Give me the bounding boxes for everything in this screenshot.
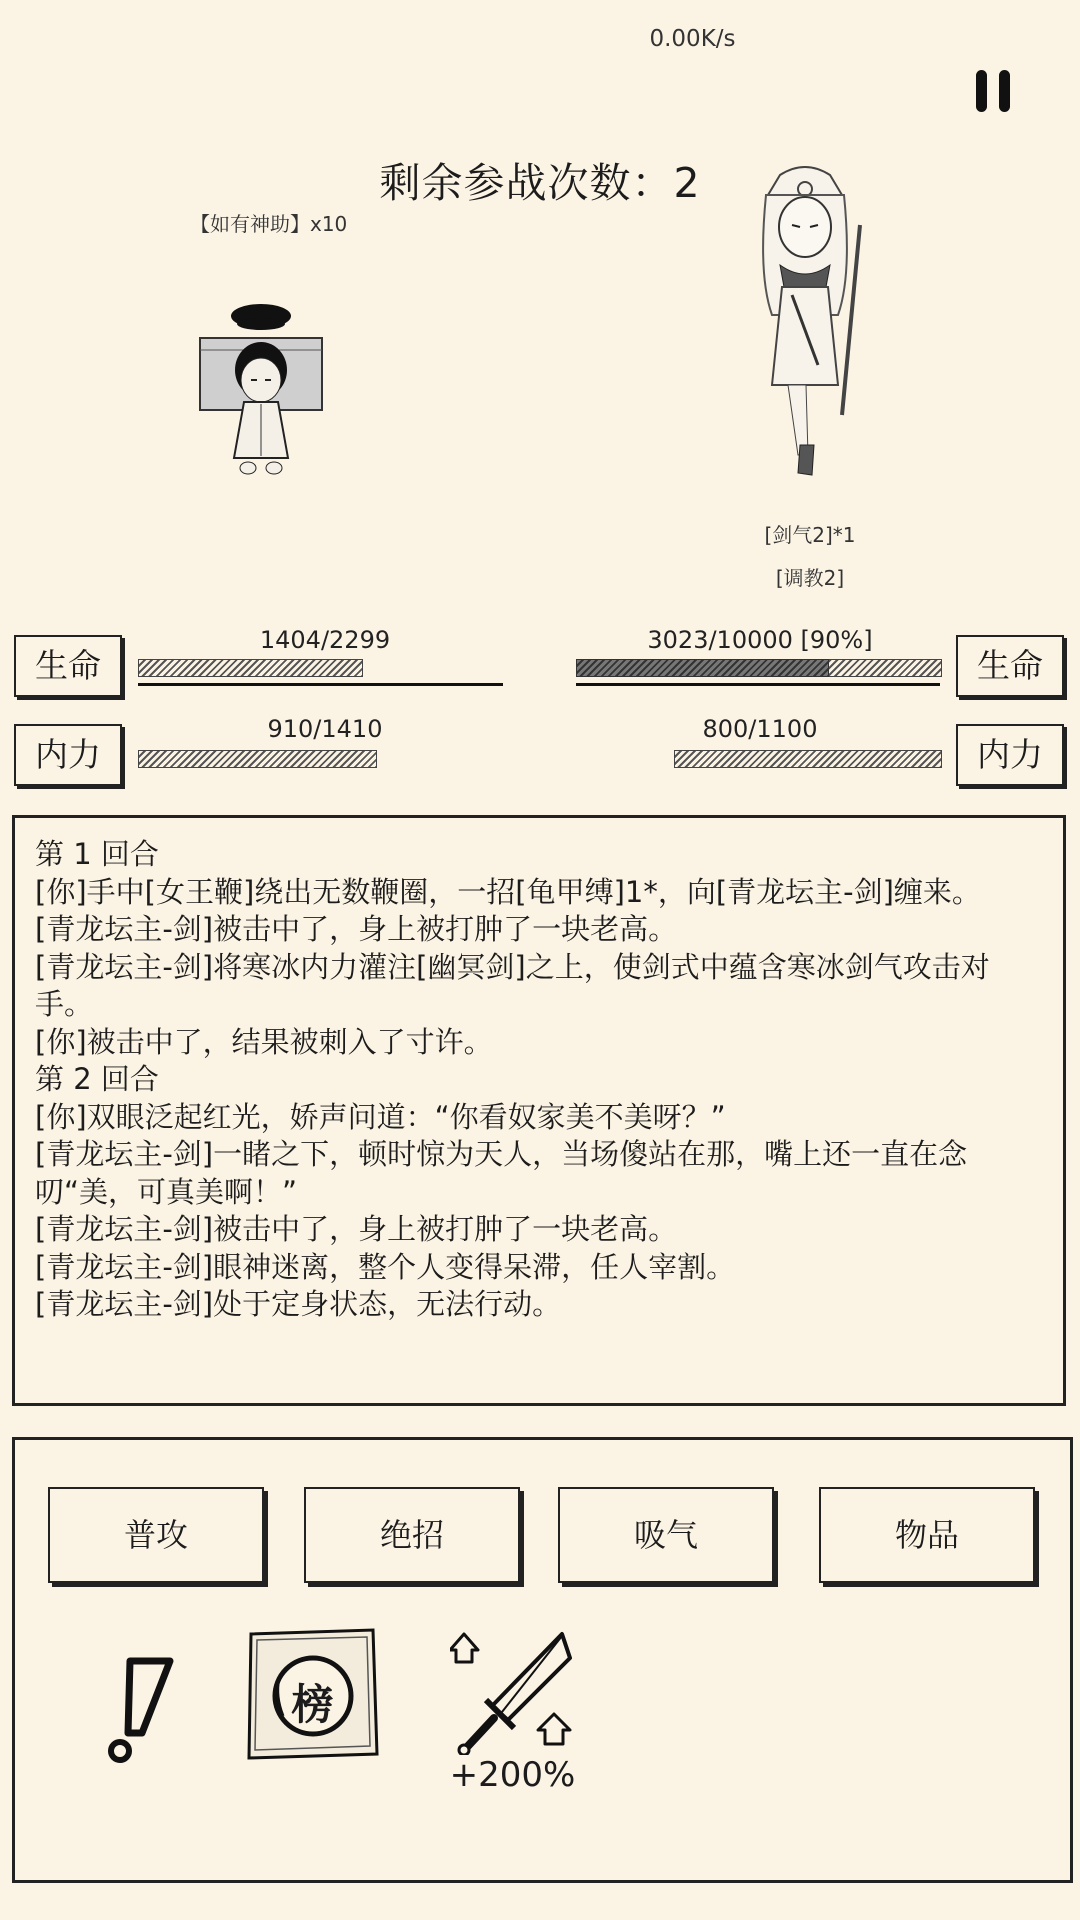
log-line: [青龙坛主-剑]被击中了，身上被打肿了一块老高。 xyxy=(35,912,678,946)
log-line: [青龙坛主-剑]处于定身状态，无法行动。 xyxy=(35,1287,562,1321)
player-hp-value: 1404/2299 xyxy=(259,626,391,654)
remaining-battles-title: 剩余参战次数：2 xyxy=(379,159,701,207)
ultimate-button[interactable]: 绝招 xyxy=(304,1487,520,1583)
player-mp-value: 910/1410 xyxy=(267,715,383,743)
normal-attack-button[interactable]: 普攻 xyxy=(48,1487,264,1583)
player-mp-label: 内力 xyxy=(14,724,122,786)
exclamation-icon[interactable] xyxy=(100,1655,180,1765)
enemy-hp-value: 3023/10000 [90%] xyxy=(647,626,873,654)
weapon-bonus: +200% xyxy=(449,1755,576,1795)
battle-log-lines xyxy=(35,836,1043,1324)
network-speed: 0.00K/s xyxy=(649,26,736,52)
log-line: [青龙坛主-剑]眼神迷离，整个人变得呆滞，任人宰割。 xyxy=(35,1249,736,1284)
log-line: [你]手中[女王鞭]绕出无数鞭圈，一招[龟甲缚]1*，向[青龙坛主-剑]缠来。 xyxy=(35,874,981,909)
enemy-hp-label: 生命 xyxy=(956,635,1064,697)
items-button[interactable]: 物品 xyxy=(819,1487,1035,1583)
pause-icon xyxy=(976,70,987,112)
enemy-mp-bar xyxy=(674,750,942,768)
log-line: [你]双眼泛起红光，娇声问道：“你看奴家美不美呀？” xyxy=(35,1099,726,1134)
enemy-status-training: [调教2] xyxy=(775,566,845,590)
player-mp-bar xyxy=(138,750,377,768)
log-line: [你]被击中了，结果被刺入了寸许。 xyxy=(35,1024,493,1059)
player-hp-bar xyxy=(138,659,363,677)
log-line: [青龙坛主-剑]被击中了，身上被打肿了一块老高。 xyxy=(35,1212,678,1246)
pause-button[interactable] xyxy=(970,68,1016,114)
enemy-mp-value: 800/1100 xyxy=(702,715,818,743)
log-line: 第 2 回合 xyxy=(35,1062,159,1096)
log-line: [青龙坛主-剑]一睹之下，顿时惊为天人，当场傻站在那，嘴上还一直在念叨“美，可真美啊！” xyxy=(35,1137,968,1209)
ranking-icon-text: 榜 xyxy=(291,1680,334,1729)
player-hp-label: 生命 xyxy=(14,635,122,697)
enemy-character xyxy=(730,165,880,495)
log-line: 第 1 回合 xyxy=(35,837,159,871)
enemy-status-sword-qi: [剑气2]*1 xyxy=(764,523,856,547)
player-character xyxy=(198,298,324,478)
player-buff: 【如有神助】x10 xyxy=(190,212,348,236)
absorb-qi-button[interactable]: 吸气 xyxy=(558,1487,774,1583)
ranking-button[interactable] xyxy=(245,1628,380,1761)
log-line: [青龙坛主-剑]将寒冰内力灌注[幽冥剑]之上，使剑式中蕴含寒冰剑气攻击对手。 xyxy=(35,949,990,1021)
enemy-hp-fill xyxy=(576,659,829,677)
enemy-mp-label: 内力 xyxy=(956,724,1064,786)
sword-icon[interactable] xyxy=(450,1630,580,1755)
battle-log[interactable] xyxy=(12,815,1066,1406)
